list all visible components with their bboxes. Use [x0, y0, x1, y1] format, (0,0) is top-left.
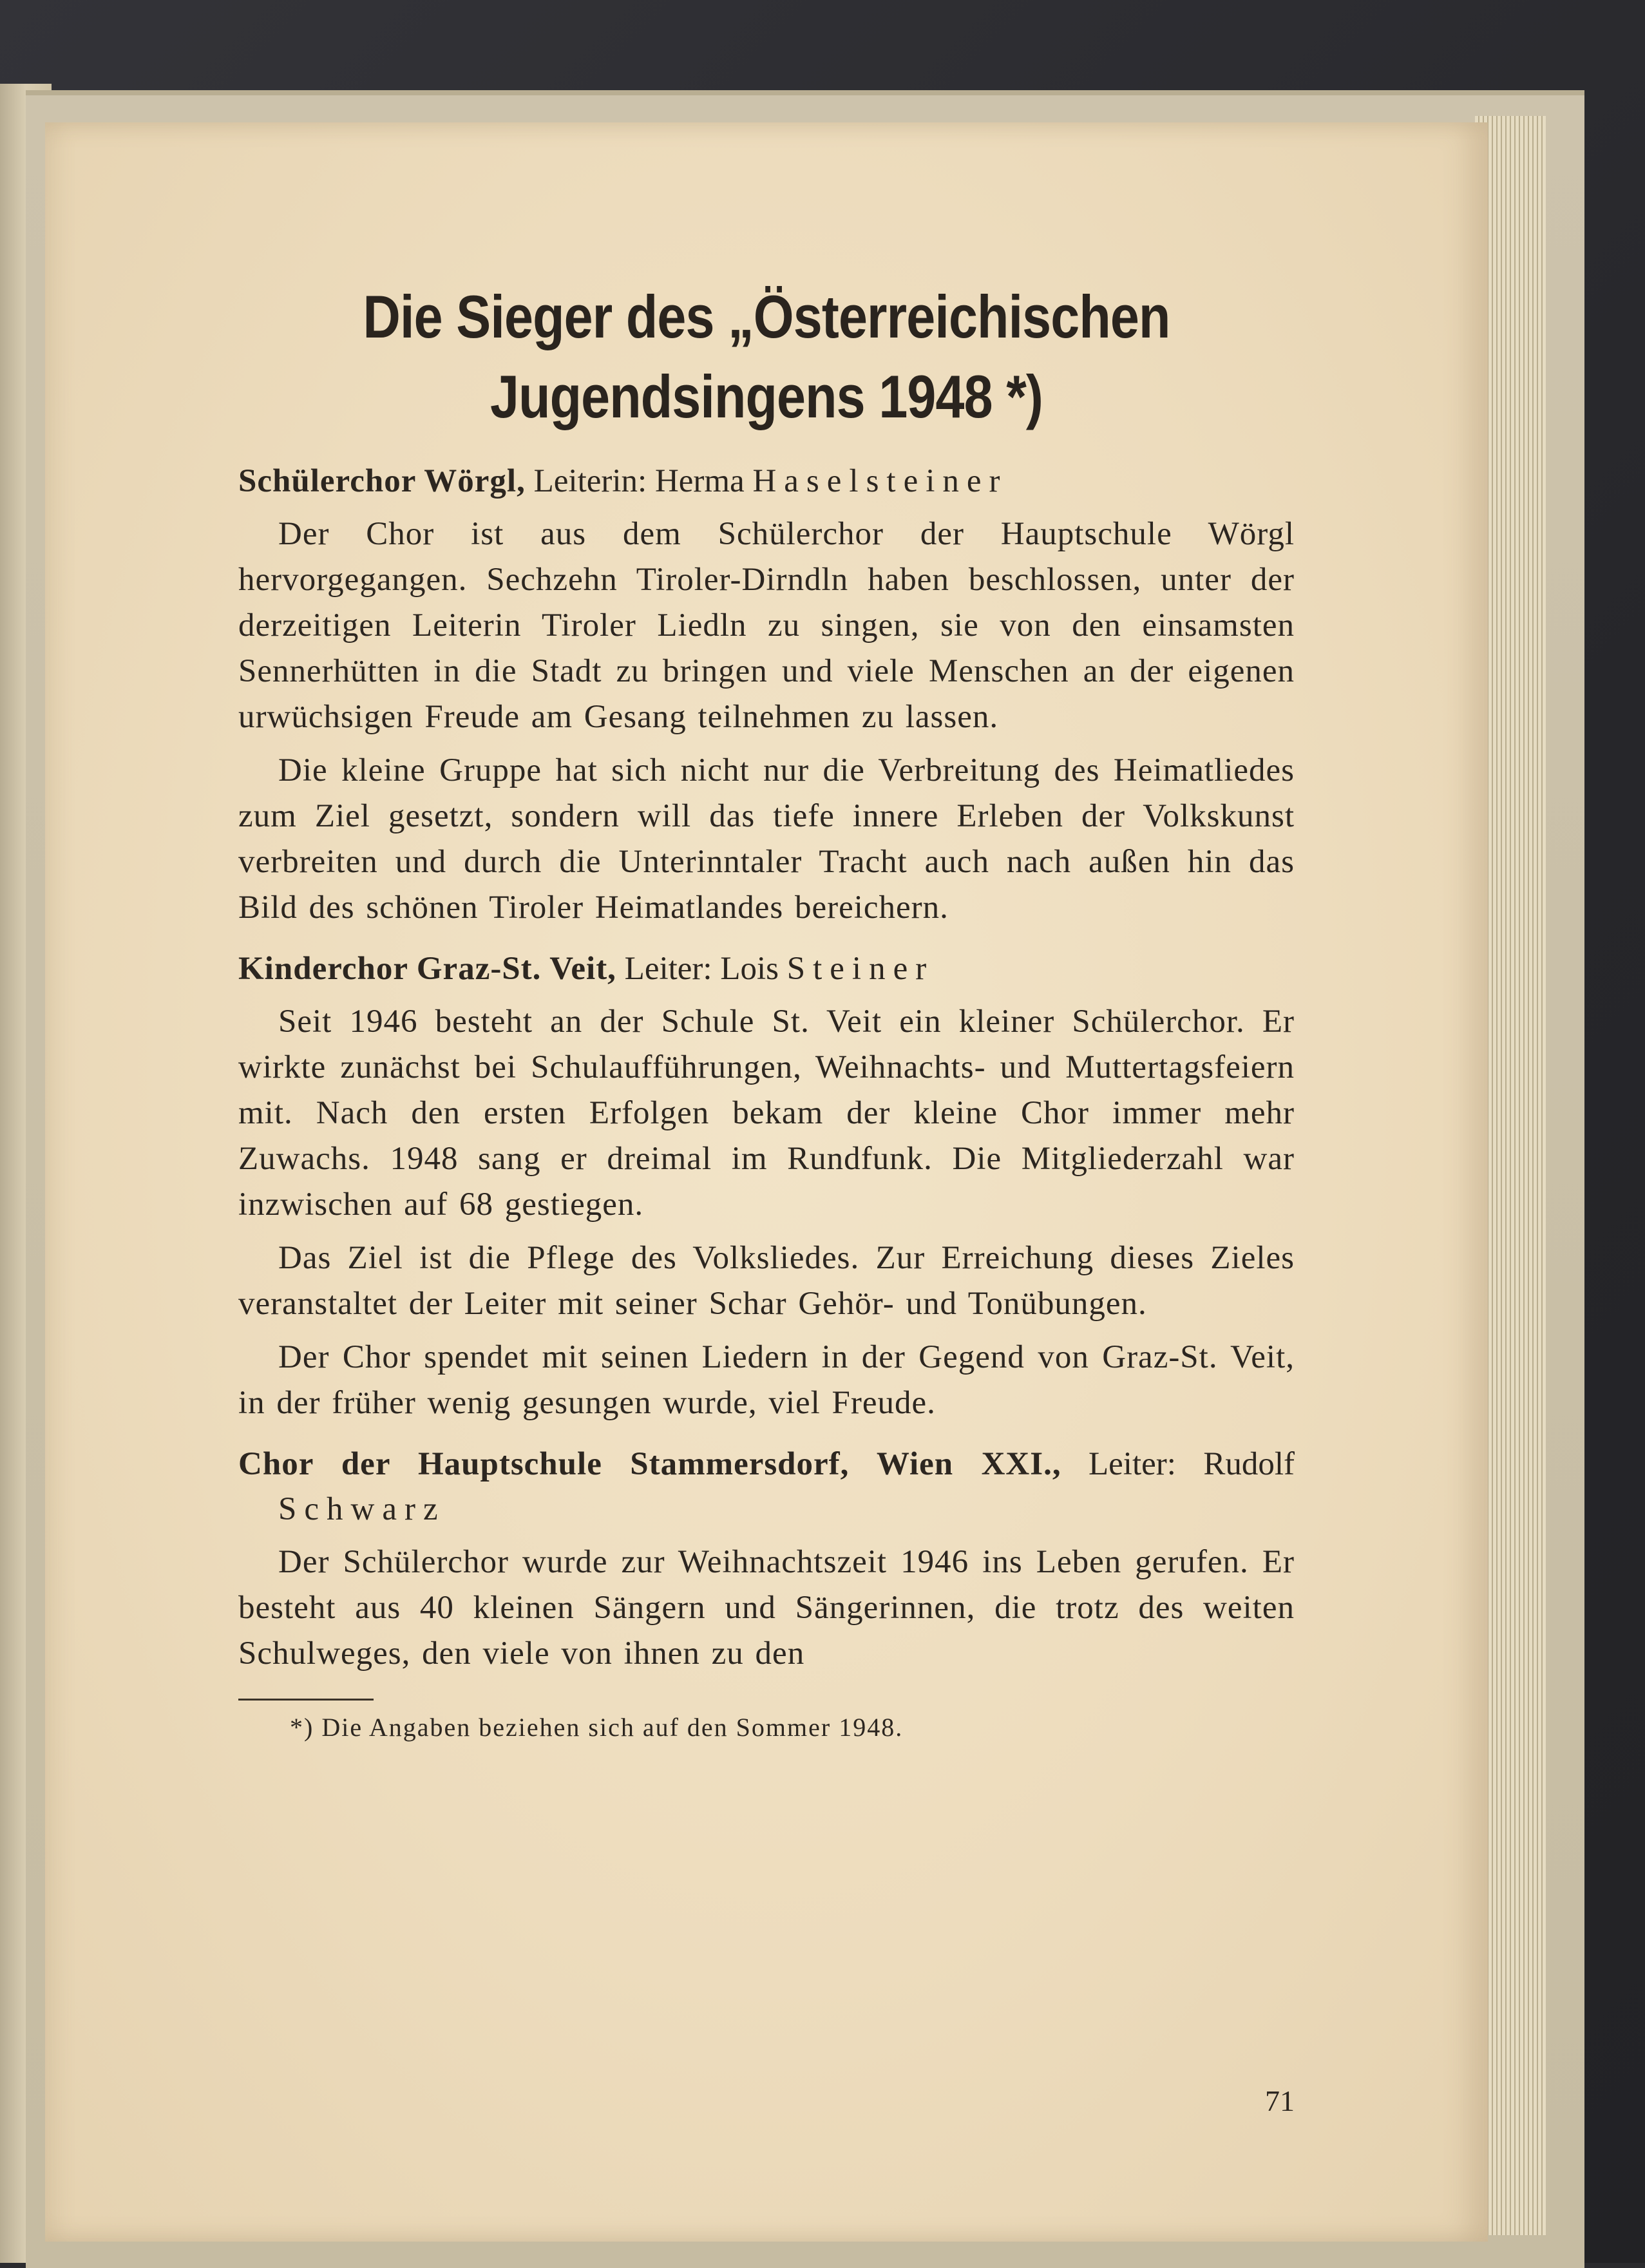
paragraph: Seit 1946 besteht an der Schule St. Veit ein kleiner Schülerchor. Er wirkte zunächst bei Schulaufführungen, Weihnachts- und Muttertagsfeiern mit. Nach den ersten Erfolgen bekam der kleine Chor immer mehr Zuwachs. 1948 sang er dreimal im Rundfunk. Die Mitgliederzahl war inzwischen auf 68 gestiegen.	[238, 1004, 1295, 1223]
title-line-1: Die Sieger des „Österreichischen	[363, 283, 1170, 350]
leader-name: Haselsteiner	[752, 463, 1008, 499]
leader-role: Leiter: Lois	[624, 951, 779, 987]
book-page	[45, 122, 1488, 2242]
entry-heading	[238, 459, 1295, 504]
title-line-2: Jugendsingens 1948 *)	[490, 363, 1043, 430]
paragraph: Der Chor ist aus dem Schülerchor der Hauptschule Wörgl hervorgegangen. Sechzehn Tiroler-Dirndln haben beschlossen, unter der derzeitigen Leiterin Tiroler Liedln zu singen, sie von den einsamsten Sennerhütten in die Stadt zu bringen und viele Menschen an der eigenen urwüchsigen Freude am Gesang teilnehmen zu lassen.	[238, 516, 1295, 735]
paragraph: Die kleine Gruppe hat sich nicht nur die Verbreitung des Heimatliedes zum Ziel gesetzt, sondern will das tiefe innere Erleben der Volkskunst verbreiten und durch die Unterinntaler Tracht auch nach außen hin das Bild des schönen Tiroler Heimatlandes bereichern.	[238, 752, 1295, 926]
leader-name: Steiner	[786, 951, 935, 987]
choir-name: Schülerchor Wörgl,	[238, 463, 526, 499]
page-title	[312, 277, 1221, 437]
footnote: *) Die Angaben beziehen sich auf den Sommer 1948.	[290, 1713, 904, 1742]
leader-role: Leiter: Rudolf	[1089, 1446, 1295, 1482]
entry-stammersdorf	[238, 1442, 1295, 1677]
leader-name: Schwarz	[278, 1491, 446, 1527]
page-number: 71	[1265, 2084, 1295, 2117]
entry-heading	[238, 1442, 1295, 1532]
leader-role: Leiterin: Herma	[533, 463, 745, 499]
entry-schuelerchor-woergl	[238, 459, 1295, 931]
entry-kinderchor-graz	[238, 946, 1295, 1426]
choir-name: Kinderchor Graz-St. Veit,	[238, 951, 616, 987]
footnote-divider	[238, 1699, 374, 1701]
entry-heading	[238, 946, 1295, 991]
choir-name: Chor der Hauptschule Stammersdorf, Wien XXI.,	[238, 1446, 1061, 1482]
paragraph: Der Schülerchor wurde zur Weihnachtszeit 1946 ins Leben gerufen. Er besteht aus 40 kleinen Sängern und Sängerinnen, die trotz des weiten Schulweges, den viele von ihnen zu den	[238, 1544, 1295, 1672]
page-content	[238, 277, 1295, 2117]
paragraph: Das Ziel ist die Pflege des Volksliedes. Zur Erreichung dieses Zieles veranstaltet der Leiter mit seiner Schar Gehör- und Tonübungen.	[238, 1240, 1295, 1322]
paragraph: Der Chor spendet mit seinen Liedern in der Gegend von Graz-St. Veit, in der früher wenig gesungen wurde, viel Freude.	[238, 1339, 1295, 1421]
